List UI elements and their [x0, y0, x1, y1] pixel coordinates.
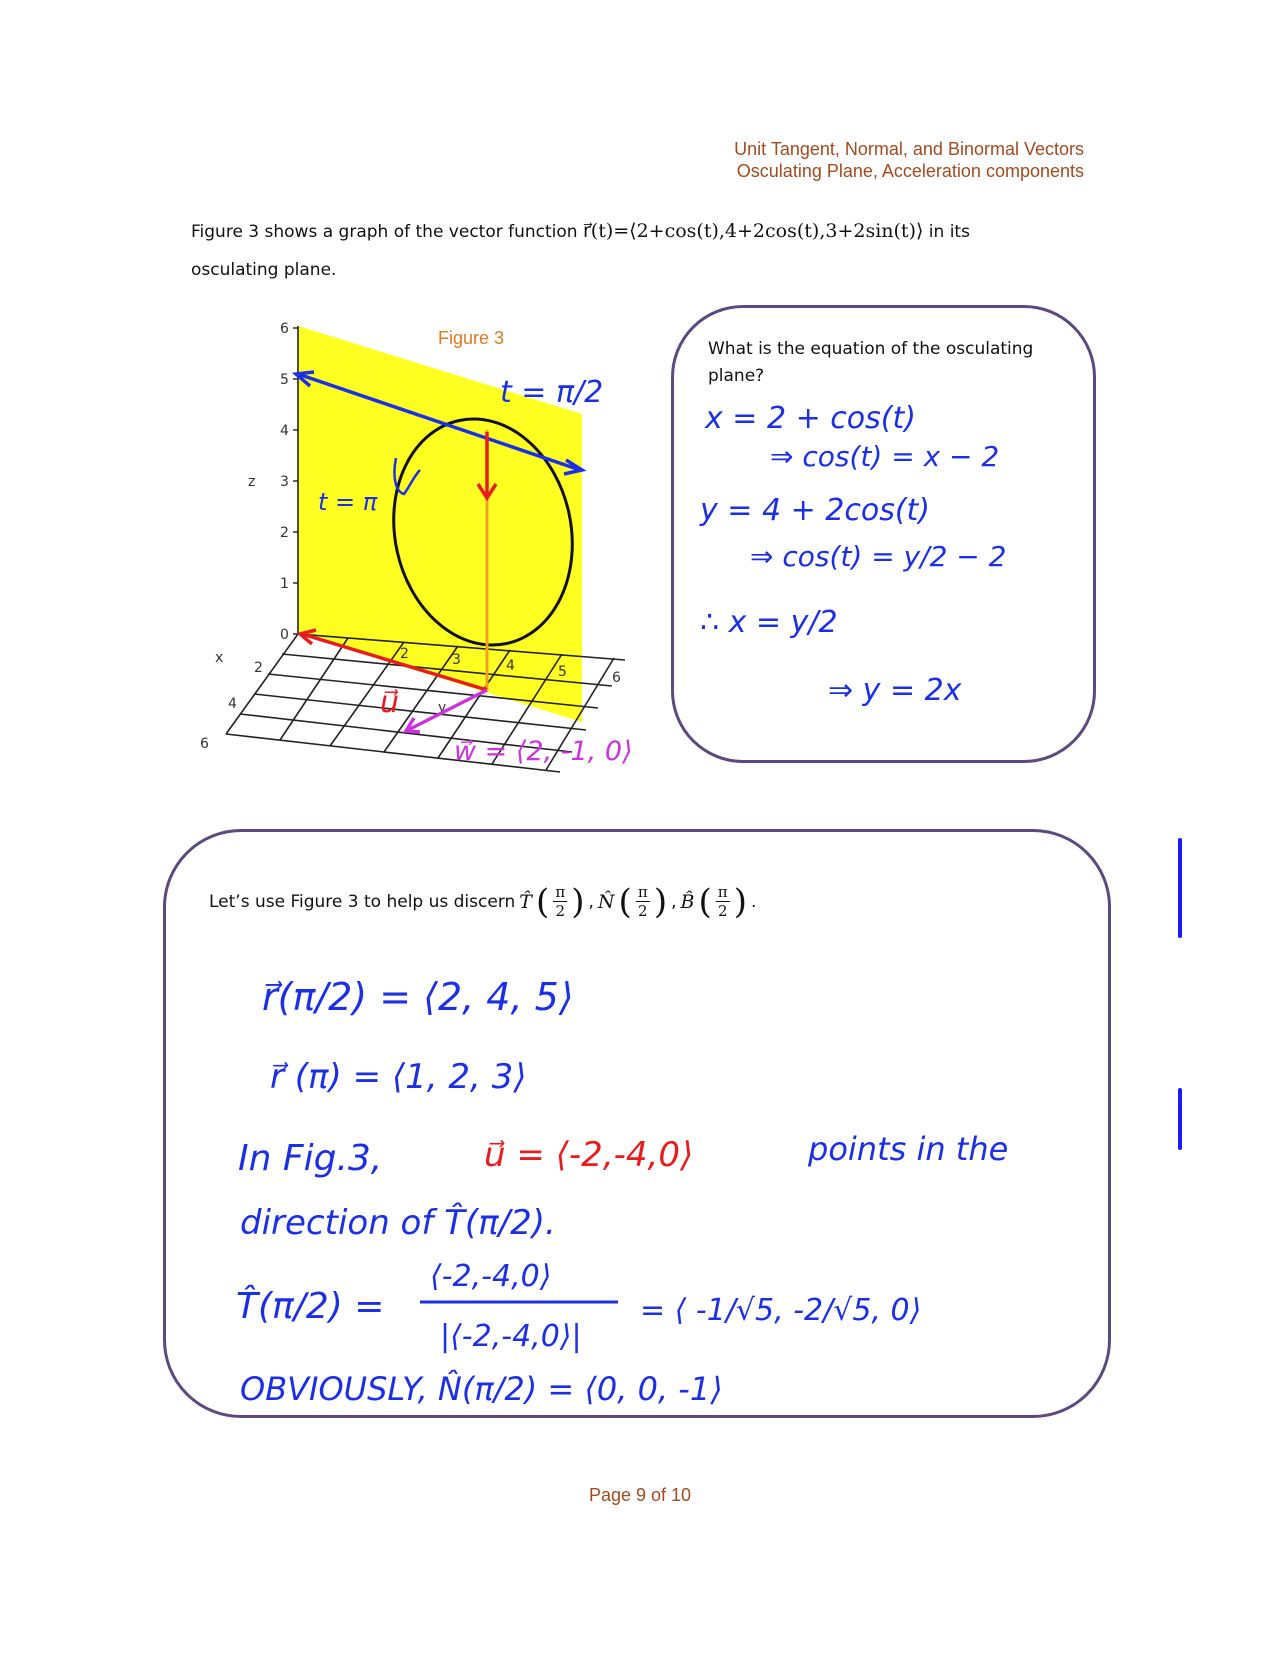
y-tick-4: 4: [506, 658, 515, 674]
x-tick-2: 2: [254, 660, 263, 676]
hw-direction: direction of T̂(π/2).: [240, 1203, 556, 1243]
hw-box1-line-3: y = 4 + 2cos(t): [700, 493, 930, 528]
intro-text-before: Figure 3 shows a graph of the vector function: [191, 222, 578, 242]
hw-r-half: r⃗(π/2) = ⟨2, 4, 5⟩: [262, 975, 574, 1019]
figure-3-plot: [190, 310, 710, 790]
z-tick-2: 2: [280, 525, 289, 541]
arg-pi-over-2: $\frac{\pi}{2}$: [716, 884, 730, 919]
y-axis-label: y: [438, 700, 447, 716]
b-hat-symbol: B̂: [680, 890, 695, 913]
arg-pi-over-2: $\frac{\pi}{2}$: [636, 884, 650, 919]
margin-mark-2: [1178, 1088, 1182, 1150]
arg-pi-over-2: $\frac{\pi}{2}$: [553, 884, 567, 919]
intro-line-2: osculating plane.: [191, 260, 337, 280]
intro-paragraph: [191, 212, 1091, 289]
z-tick-6: 6: [280, 321, 289, 337]
vector-function-formula: r⃗(t)=⟨2+cos(t),4+2cos(t),3+2sin(t)⟩: [582, 220, 924, 242]
hw-box1-line-4: ⇒ cos(t) = y/2 − 2: [750, 540, 1007, 573]
figure-3-title: Figure 3: [438, 328, 505, 348]
z-tick-1: 1: [280, 576, 289, 592]
w-vector-arrow: [408, 690, 487, 730]
margin-mark-1: [1178, 838, 1182, 938]
hw-box1-line-2: ⇒ cos(t) = x − 2: [770, 440, 1000, 473]
y-tick-6: 6: [612, 670, 621, 686]
discern-question: Let’s use Figure 3 to help us discern T̂ ( $\frac{\pi}{2}$ ) , N̂ ( $\frac{\pi}{2}$ ) , B̂ ( $\frac{\pi}{2}$ ) .: [209, 881, 757, 922]
discern-question-text: Let’s use Figure 3 to help us discern: [209, 891, 516, 912]
t-pi-half-label: t = π/2: [500, 375, 604, 410]
z-tick-5: 5: [280, 372, 289, 388]
page-header: [734, 138, 1084, 182]
n-hat-symbol: N̂: [597, 890, 615, 913]
x-axis-label: x: [215, 650, 224, 666]
z-tick-4: 4: [280, 423, 289, 439]
osculating-plane-question-box: [671, 305, 1096, 763]
y-tick-3: 3: [452, 652, 461, 668]
w-vector-label: w⃗ = ⟨2, -1, 0⟩: [454, 736, 633, 767]
x-tick-6: 6: [200, 736, 209, 752]
hw-fig-line-b: u⃗ = ⟨-2,-4,0⟩: [484, 1135, 694, 1175]
hw-t-hat-lhs: T̂(π/2) =: [236, 1286, 385, 1327]
t-pi-label: t = π: [318, 488, 378, 516]
header-line-2: Osculating Plane, Acceleration components: [736, 161, 1084, 181]
z-tick-3: 3: [280, 474, 289, 490]
hw-obviously: OBVIOUSLY, N̂(π/2) = ⟨0, 0, -1⟩: [240, 1370, 723, 1408]
z-tick-0: 0: [280, 627, 289, 643]
hw-box1-line-6: ⇒ y = 2x: [828, 673, 962, 708]
hw-fig-line-c: points in the: [808, 1130, 1009, 1168]
u-vector-label: u⃗: [380, 685, 400, 720]
hw-box1-line-1: x = 2 + cos(t): [705, 401, 916, 436]
y-tick-5: 5: [558, 664, 567, 680]
hw-t-hat-num: ⟨-2,-4,0⟩: [430, 1259, 552, 1294]
z-axis-label: z: [248, 474, 256, 490]
discern-vectors-box: [163, 829, 1111, 1418]
hw-t-hat-rhs: = ⟨ -1/√5, -2/√5, 0⟩: [640, 1293, 922, 1328]
intro-text-after: in its: [928, 222, 970, 242]
y-tick-2: 2: [400, 646, 409, 662]
hw-box1-line-5: ∴ x = y/2: [700, 605, 838, 640]
osculating-plane-question: What is the equation of the osculating plane?: [708, 339, 1034, 386]
hw-t-hat-den: |⟨-2,-4,0⟩|: [440, 1319, 582, 1354]
hw-fig-line-a: In Fig.3,: [238, 1138, 383, 1179]
hw-r-pi: r⃗ (π) = ⟨1, 2, 3⟩: [270, 1057, 527, 1097]
t-hat-symbol: T̂: [519, 890, 532, 913]
header-line-1: Unit Tangent, Normal, and Binormal Vectors: [734, 139, 1084, 159]
page-number: Page 9 of 10: [588, 1485, 692, 1505]
x-tick-4: 4: [228, 696, 237, 712]
